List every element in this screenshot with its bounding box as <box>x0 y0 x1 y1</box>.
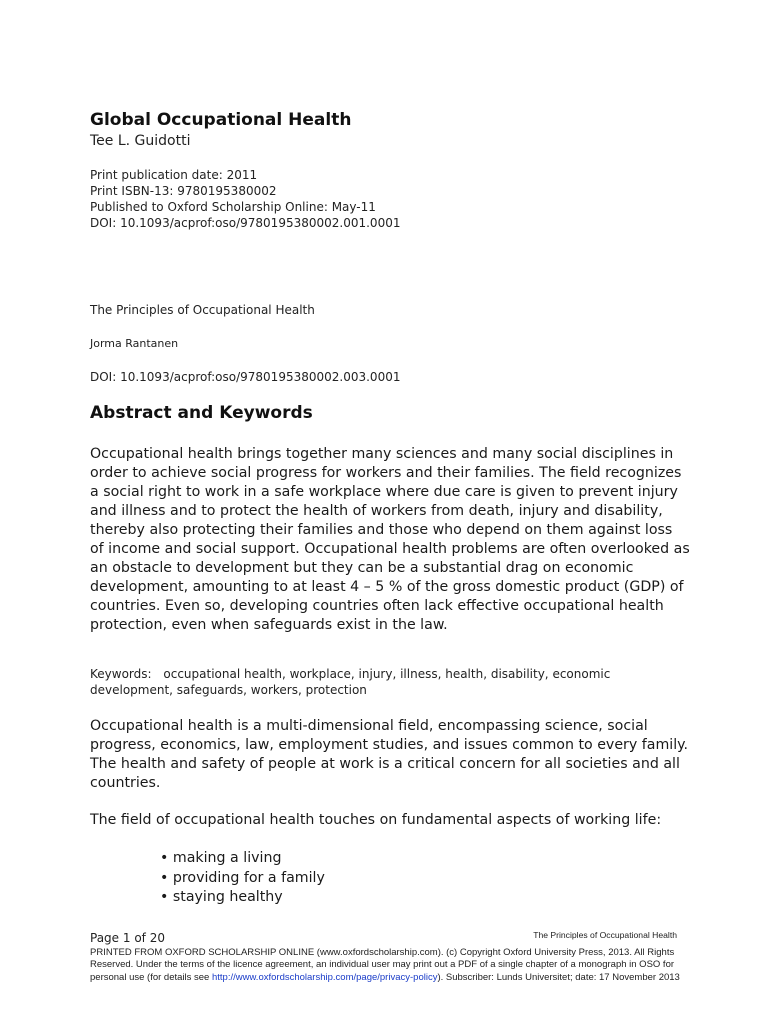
keywords-text: occupational health, workplace, injury, illness, health, disability, economic development, safeguards, workers, protection <box>90 667 611 697</box>
notice-text-start: PRINTED FROM OXFORD SCHOLARSHIP ONLINE (www.oxfordscholarship.com). (c) Copyright Oxford University Press, 2013. All Rights Reserved. Under the terms of the licence agreement, an individual user may print out a PDF of a single chapter of a monograph in OSO for personal use (for details see <box>90 947 675 983</box>
footer-chapter-title: The Principles of Occupational Health <box>533 930 677 940</box>
list-item: • staying healthy <box>160 889 283 905</box>
bullet-list <box>160 849 325 908</box>
section-heading: Abstract and Keywords <box>90 403 313 423</box>
chapter-title: The Principles of Occupational Health <box>90 303 315 317</box>
chapter-doi: DOI: 10.1093/acprof:oso/9780195380002.003.0001 <box>90 370 401 384</box>
book-author: Tee L. Guidotti <box>90 133 191 149</box>
page-number: Page 1 of 20 <box>90 931 165 945</box>
publication-metadata <box>90 167 400 231</box>
chapter-author: Jorma Rantanen <box>90 337 179 350</box>
body-paragraph-2: The field of occupational health touches on fundamental aspects of working life: <box>90 812 662 828</box>
book-doi: DOI: 10.1093/acprof:oso/9780195380002.001.0001 <box>90 216 401 230</box>
list-item: • making a living <box>160 850 282 866</box>
book-title: Global Occupational Health <box>90 110 352 130</box>
notice-text-end: ). Subscriber: Lunds Universitet; date: 17 November 2013 <box>437 971 680 983</box>
privacy-policy-link[interactable]: http://www.oxfordscholarship.com/page/privacy-policy <box>211 971 438 983</box>
body-paragraph-1: Occupational health is a multi-dimensional field, encompassing science, social progress, economics, law, employment studies, and issues common to every family. The health and safety of people at work is a critical concern for all societies and all countries. <box>90 718 689 791</box>
published-online: Published to Oxford Scholarship Online: May-11 <box>90 200 376 214</box>
print-isbn: Print ISBN-13: 9780195380002 <box>90 184 277 198</box>
print-publication-date: Print publication date: 2011 <box>90 168 258 182</box>
list-item: • providing for a family <box>160 869 325 886</box>
keywords-label: Keywords: <box>90 667 152 681</box>
keywords <box>90 666 690 698</box>
copyright-notice <box>90 947 680 984</box>
abstract-text: Occupational health brings together many sciences and many social disciplines in order to achieve social progress for workers and their families. The field recognizes a social right to work in a safe workplace where due care is given to prevent injury and illness and to protect the health of workers from death, injury and disability, thereby also protecting their families and those who depend on them against loss of income and social support. Occupational health problems are often overlooked as an obstacle to development but they can be a substantial drag on economic development, amounting to at least 4 – 5 % of the gross domestic product (GDP) of countries. Even so, developing countries often lack effective occupational health protection, even when safeguards exist in the law. <box>90 446 690 633</box>
